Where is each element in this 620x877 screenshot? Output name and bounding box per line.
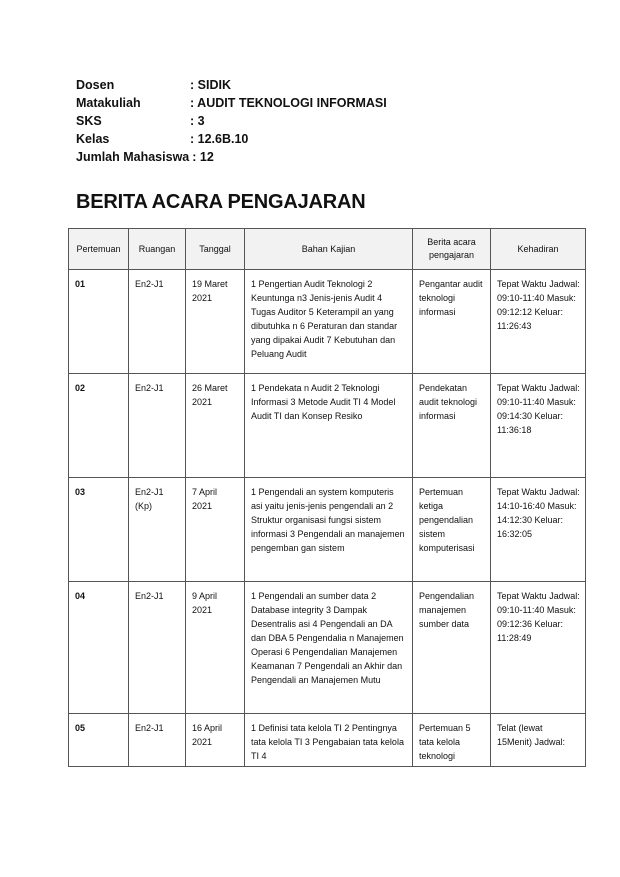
sks-value: : 3 (190, 114, 205, 128)
kelas-row (76, 130, 387, 148)
cell-ruangan: En2-J1 (Kp) (129, 478, 186, 582)
teaching-record-table (68, 228, 586, 767)
cell-ruangan: En2-J1 (129, 582, 186, 714)
cell-ruangan: En2-J1 (129, 714, 186, 767)
cell-berita-acara: Pengendalian manajemen sumber data (413, 582, 491, 714)
cell-ruangan: En2-J1 (129, 270, 186, 374)
matakuliah-label: Matakuliah (76, 96, 141, 110)
cell-tanggal: 9 April 2021 (186, 582, 245, 714)
header-bahan-kajian: Bahan Kajian (245, 229, 413, 270)
dosen-label: Dosen (76, 78, 115, 92)
cell-ruangan: En2-J1 (129, 374, 186, 478)
table-row (69, 374, 586, 478)
cell-kehadiran: Tepat Waktu Jadwal: 09:10-11:40 Masuk: 09:12:36 Keluar: 11:28:49 (491, 582, 586, 714)
cell-tanggal: 19 Maret 2021 (186, 270, 245, 374)
matakuliah-value: : AUDIT TEKNOLOGI INFORMASI (190, 96, 387, 110)
header-berita-acara: Berita acara pengajaran (413, 229, 491, 270)
dosen-value: : SIDIK (190, 78, 231, 92)
cell-tanggal: 26 Maret 2021 (186, 374, 245, 478)
cell-pertemuan: 02 (69, 374, 129, 478)
table-row (69, 270, 586, 374)
matakuliah-row (76, 94, 387, 112)
cell-berita-acara: Pertemuan 5 tata kelola teknologi (413, 714, 491, 767)
table-header-row (69, 229, 586, 270)
cell-kehadiran: Tepat Waktu Jadwal: 09:10-11:40 Masuk: 09:12:12 Keluar: 11:26:43 (491, 270, 586, 374)
kelas-value: : 12.6B.10 (190, 132, 249, 146)
cell-bahan-kajian: 1 Pengertian Audit Teknologi 2 Keuntunga n3 Jenis-jenis Audit 4 Tugas Auditor 5 Keterampil an yang dibutuhka n 6 Peraturan dan standar yang dipakai Audit 7 Kebutuhan dan Peluang Audit (245, 270, 413, 374)
table-row (69, 714, 586, 767)
table-row (69, 582, 586, 714)
table-row (69, 478, 586, 582)
cell-bahan-kajian: 1 Pengendali an system komputeris asi yaitu jenis-jenis pengendali an 2 Struktur organisasi fungsi sistem informasi 3 Pengendali an manajemen pengemban gan sistem (245, 478, 413, 582)
dosen-row (76, 76, 387, 94)
jumlah-label: Jumlah Mahasiswa (76, 150, 190, 164)
cell-bahan-kajian: 1 Definisi tata kelola TI 2 Pentingnya tata kelola TI 3 Pengabaian tata kelola TI 4 (245, 714, 413, 767)
page-title: BERITA ACARA PENGAJARAN (76, 191, 366, 213)
sks-label: SKS (76, 114, 102, 128)
cell-kehadiran: Tepat Waktu Jadwal: 14:10-16:40 Masuk: 14:12:30 Keluar: 16:32:05 (491, 478, 586, 582)
cell-kehadiran: Telat (lewat 15Menit) Jadwal: (491, 714, 586, 767)
header-tanggal: Tanggal (186, 229, 245, 270)
sks-row (76, 112, 387, 130)
cell-bahan-kajian: 1 Pengendali an sumber data 2 Database integrity 3 Dampak Desentralis asi 4 Pengendali an DA dan DBA 5 Pengendalia n Manajemen Operasi 6 Pengendalian Manajemen Keamanan 7 Pengendali an Akhir dan Pengendali an Manajemen Mutu (245, 582, 413, 714)
course-info (76, 76, 387, 166)
cell-pertemuan: 03 (69, 478, 129, 582)
header-ruangan: Ruangan (129, 229, 186, 270)
cell-pertemuan: 04 (69, 582, 129, 714)
jumlah-value: : 12 (192, 150, 214, 164)
header-kehadiran: Kehadiran (491, 229, 586, 270)
cell-pertemuan: 05 (69, 714, 129, 767)
cell-tanggal: 7 April 2021 (186, 478, 245, 582)
kelas-label: Kelas (76, 132, 110, 146)
jumlah-row (76, 148, 387, 166)
cell-berita-acara: Pertemuan ketiga pengendalian sistem komputerisasi (413, 478, 491, 582)
cell-berita-acara: Pengantar audit teknologi informasi (413, 270, 491, 374)
cell-kehadiran: Tepat Waktu Jadwal: 09:10-11:40 Masuk: 09:14:30 Keluar: 11:36:18 (491, 374, 586, 478)
cell-berita-acara: Pendekatan audit teknologi informasi (413, 374, 491, 478)
cell-tanggal: 16 April 2021 (186, 714, 245, 767)
cell-bahan-kajian: 1 Pendekata n Audit 2 Teknologi Informasi 3 Metode Audit TI 4 Model Audit TI dan Konsep Resiko (245, 374, 413, 478)
cell-pertemuan: 01 (69, 270, 129, 374)
header-pertemuan: Pertemuan (69, 229, 129, 270)
